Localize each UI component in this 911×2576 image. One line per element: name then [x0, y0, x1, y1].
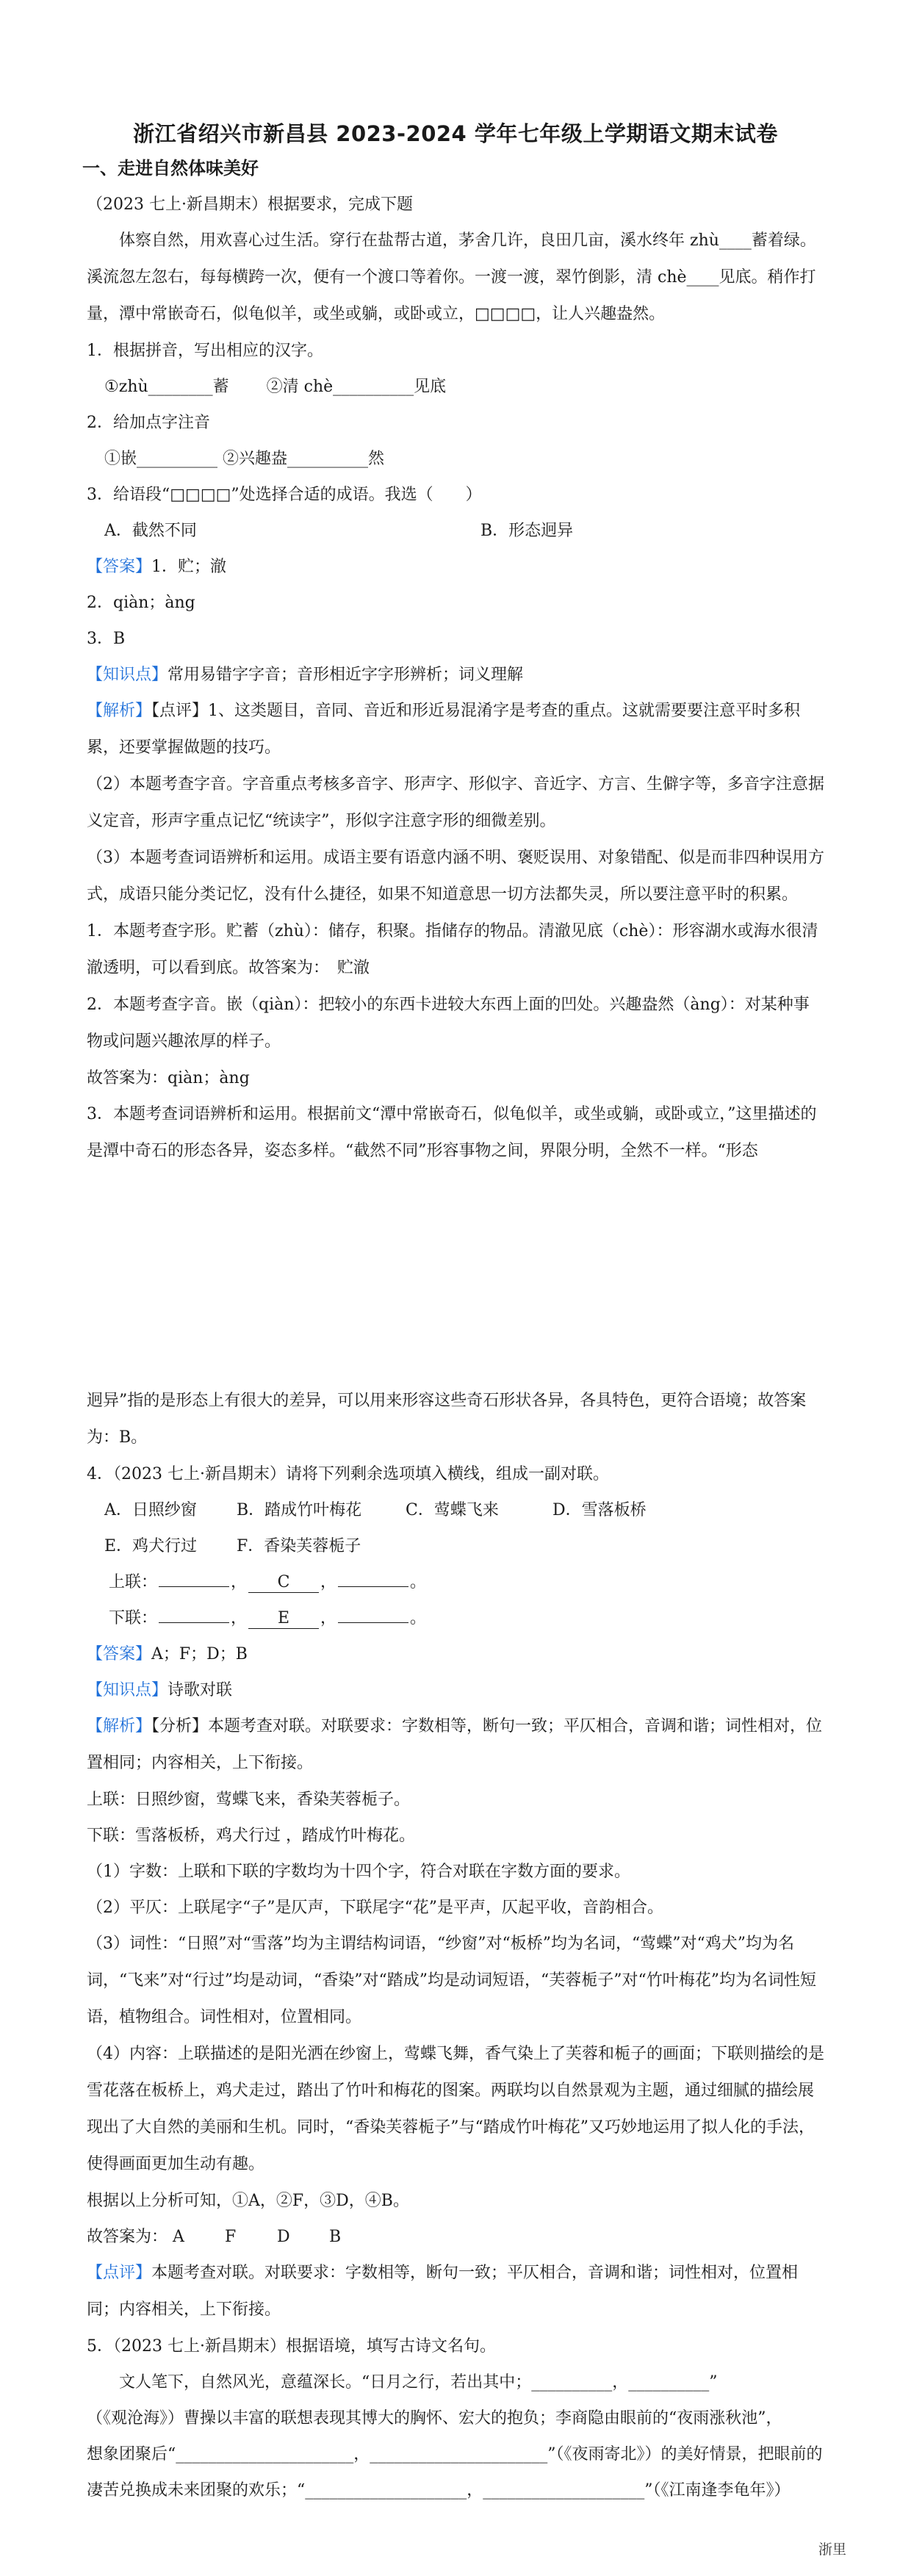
- q4-upper-blank-3[interactable]: [338, 1586, 408, 1587]
- reading-passage: 体察自然，用欢喜心过生活。穿行在盐帮古道，茅舍几许，良田几亩，溪水终年 zhù____蓄着绿。溪流忽左忽右，每每横跨一次，便有一个渡口等着你。一渡一渡，翠竹倒影，清 chè____见底。稍作打量，潭中常嵌奇石，似龟似羊，或坐或躺，或卧或立，□□□□，让人兴趣盎然。: [87, 231, 816, 323]
- q4-point-2: （2）平仄：上联尾字“子”是仄声，下联尾字“花”是平声，仄起平收，音韵相合。: [87, 1899, 663, 1917]
- answer-block: [87, 549, 824, 585]
- question-4-options-row-2: [87, 1528, 824, 1564]
- page-footer: 浙里: [818, 2541, 846, 2558]
- analysis-4-label: 【解析】: [87, 1717, 152, 1735]
- q2-item-a: ①嵌__________: [104, 450, 218, 468]
- q1-item-b: ②清 chè__________见底: [266, 378, 447, 396]
- q5-line-2: （《观沧海》）曹操以丰富的联想表现其博大的胸怀、宏大的抱负；李商隐由眼前的“夜雨涨秋池”，: [87, 2409, 782, 2428]
- q5-line-1: 文人笔下，自然风光，意蕴深长。“日月之行，若出其中；__________，__________”: [119, 2373, 718, 2392]
- analysis-4-sublabel: 【分析】: [151, 1717, 209, 1735]
- comment-4-label: 【点评】: [87, 2264, 152, 2282]
- knowledge-point-4-label: 【知识点】: [87, 1681, 168, 1699]
- explain-3: 3．本题考查词语辨析和运用。根据前文“潭中常嵌奇石，似龟似羊，或坐或躺，或卧或立，”这里描述的是潭中奇石的形态各异，姿态多样。“截然不同”形容事物之间，界限分明，全然不一样。“形态: [87, 1105, 817, 1160]
- knowledge-point-text: 常用易错字字音；音形相近字字形辨析；词义理解: [168, 666, 524, 684]
- analysis-4-text: 本题考查对联。对联要求：字数相等，断句一致；平仄相合，音调和谐；词性相对，位置相同；内容相关，上下衔接。: [87, 1717, 823, 1772]
- comment-4-text: 本题考查对联。对联要求：字数相等，断句一致；平仄相合，音调和谐；词性相对，位置相同；内容相关，上下衔接。: [87, 2264, 799, 2319]
- answer-4-label: 【答案】: [87, 1645, 152, 1663]
- comment-4: [87, 2255, 824, 2328]
- q4-final-answer: [87, 2219, 824, 2255]
- question-4: 4．（2023 七上·新昌期末）请将下列剩余选项填入横线，组成一副对联。: [87, 1465, 609, 1483]
- q4-upper-label: 上联：: [109, 1573, 158, 1591]
- q4-option-a: A．日照纱窗: [104, 1501, 197, 1519]
- question-2: 2．给加点字注音: [87, 414, 210, 432]
- section-heading: 一、走进自然体味美好: [82, 158, 259, 179]
- q4-point-4: （4）内容：上联描述的是阳光洒在纱窗上，莺蝶飞舞，香气染上了芙蓉和栀子的画面；下联则描绘的是雪花落在板桥上，鸡犬走过，踏出了竹叶和梅花的图案。两联均以自然景观为主题，通过细腻的描绘展现出了大自然的美丽和生机。同时，“香染芙蓉栀子”与“踏成竹叶梅花”又巧妙地运用了拟人化的手法，使得画面更加生动有趣。: [87, 2045, 825, 2173]
- knowledge-point: [87, 657, 824, 693]
- explain-1: 1．本题考查字形。贮蓄（zhù）：储存，积聚。指储存的物品。清澈见底（chè）：形容湖水或海水很清澈透明，可以看到底。故答案为： 贮澈: [87, 922, 818, 977]
- q4-lower-label: 下联：: [109, 1609, 158, 1627]
- knowledge-point-4: [87, 1672, 824, 1708]
- explain-3-continued: 迥异”指的是形态上有很大的差异，可以用来形容这些奇石形状各异，各具特色，更符合语境；故答案为：B。: [87, 1392, 807, 1447]
- page-content: [82, 118, 825, 2508]
- q4-option-f: F．香染芙蓉栀子: [237, 1537, 361, 1555]
- q4-option-b: B．踏成竹叶梅花: [237, 1501, 362, 1519]
- question-3: 3．给语段“□□□□”处选择合适的成语。我选（ ）: [87, 486, 482, 504]
- q4-final-c: D: [277, 2228, 290, 2246]
- q5-line-4: 凄苦兑换成未来团聚的欢乐；“____________________，____________________”（《江南逢李龟年》）: [87, 2481, 791, 2500]
- q4-lower-blank-1[interactable]: [159, 1622, 229, 1623]
- knowledge-point-4-text: 诗歌对联: [168, 1681, 233, 1699]
- q2-item-b: ②兴趣盎__________然: [223, 450, 385, 468]
- comment-label: 【点评】: [151, 702, 209, 720]
- q4-final-a: A: [173, 2228, 184, 2246]
- page-title: 浙江省绍兴市新昌县 2023-2024 学年七年级上学期语文期末试卷: [133, 121, 778, 146]
- knowledge-point-label: 【知识点】: [87, 666, 168, 684]
- question-intro: （2023 七上·新昌期末）根据要求，完成下题: [87, 195, 413, 214]
- analysis-4: [87, 1708, 824, 1782]
- q4-option-c: C．莺蝶飞来: [406, 1501, 499, 1519]
- question-1: 1．根据拼音，写出相应的汉字。: [87, 342, 323, 360]
- answer-2: 2．qiàn；àng: [87, 594, 195, 612]
- q4-lower-couplet: 下联： ， E ， 。: [109, 1609, 427, 1627]
- q4-final-answer-label: 故答案为：: [87, 2228, 168, 2246]
- answer-1: 1．贮；澈: [151, 558, 227, 576]
- answer-label: 【答案】: [87, 558, 152, 576]
- q4-point-1: （1）字数：上联和下联的字数均为十四个字，符合对联在字数方面的要求。: [87, 1863, 630, 1881]
- analysis-1-text: 1、这类题目，音同、音近和形近易混淆字是考查的重点。这就需要要注意平时多积累，还要掌握做题的技巧。: [87, 702, 801, 757]
- question-2-items: [87, 441, 824, 477]
- analysis-point-3: （3）本题考查词语辨析和运用。成语主要有语意内涵不明、褒贬误用、对象错配、似是而非四种误用方式，成语只能分类记忆，没有什么捷径，如果不知道意思一切方法都失灵，所以要注意平时的积累。: [87, 849, 825, 904]
- q4-lower-blank-2[interactable]: E: [248, 1609, 319, 1629]
- answer-4-text: A；F；D；B: [151, 1645, 248, 1663]
- q1-item-a: ①zhù________蓄: [104, 378, 229, 396]
- q3-option-a: A．截然不同: [104, 522, 197, 540]
- question-3-options: [87, 513, 824, 549]
- q4-upper-blank-1[interactable]: [159, 1586, 229, 1587]
- question-5: 5．（2023 七上·新昌期末）根据语境，填写古诗文名句。: [87, 2337, 496, 2356]
- q4-final-d: B: [329, 2228, 342, 2246]
- q4-option-d: D．雪落板桥: [552, 1501, 647, 1519]
- q5-line-3: 想象团聚后“______________________，______________________”（《夜雨寄北》）的美好情景，把眼前的: [87, 2445, 823, 2464]
- q4-point-3: （3）词性：“日照”对“雪落”均为主谓结构词语，“纱窗”对“板桥”均为名词，“莺蝶”对“鸡犬”均为名词，“飞来”对“行过”均是动词，“香染”对“踏成”均是动词短语，“芙蓉栀子”对“竹叶梅花”均为名词性短语，植物组合。词性相对，位置相同。: [87, 1935, 816, 2026]
- analysis-label: 【解析】: [87, 702, 152, 720]
- q4-lower-full: 下联：雪落板桥，鸡犬行过 ，踏成竹叶梅花。: [87, 1827, 415, 1845]
- q4-lower-blank-3[interactable]: [338, 1622, 408, 1623]
- question-1-items: [87, 369, 824, 405]
- q4-final-b: F: [225, 2228, 237, 2246]
- answer-3: 3．B: [87, 630, 126, 648]
- explain-2-answer: 故答案为：qiàn；àng: [87, 1069, 250, 1087]
- answer-4: [87, 1636, 824, 1672]
- q3-option-b: B．形态迥异: [480, 522, 574, 540]
- question-4-options-row-1: [87, 1492, 824, 1528]
- q4-upper-couplet: 上联： ， C ， 。: [109, 1573, 427, 1591]
- q4-option-e: E．鸡犬行过: [104, 1537, 198, 1555]
- explain-2: 2．本题考查字音。嵌（qiàn）：把较小的东西卡进较大东西上面的凹处。兴趣盎然（àng）：对某种事物或问题兴趣浓厚的样子。: [87, 996, 810, 1051]
- q4-conclusion: 根据以上分析可知，①A，②F，③D，④B。: [87, 2192, 409, 2210]
- analysis-1: [87, 693, 824, 766]
- q4-upper-blank-2[interactable]: C: [248, 1573, 319, 1593]
- analysis-point-2: （2）本题考查字音。字音重点考核多音字、形声字、形似字、音近字、方言、生僻字等，多音字注意据义定音，形声字重点记忆“统读字”，形似字注意字形的细微差别。: [87, 775, 825, 830]
- page-break-space: [87, 1170, 824, 1383]
- q4-upper-full: 上联：日照纱窗，莺蝶飞来，香染芙蓉栀子。: [87, 1791, 411, 1809]
